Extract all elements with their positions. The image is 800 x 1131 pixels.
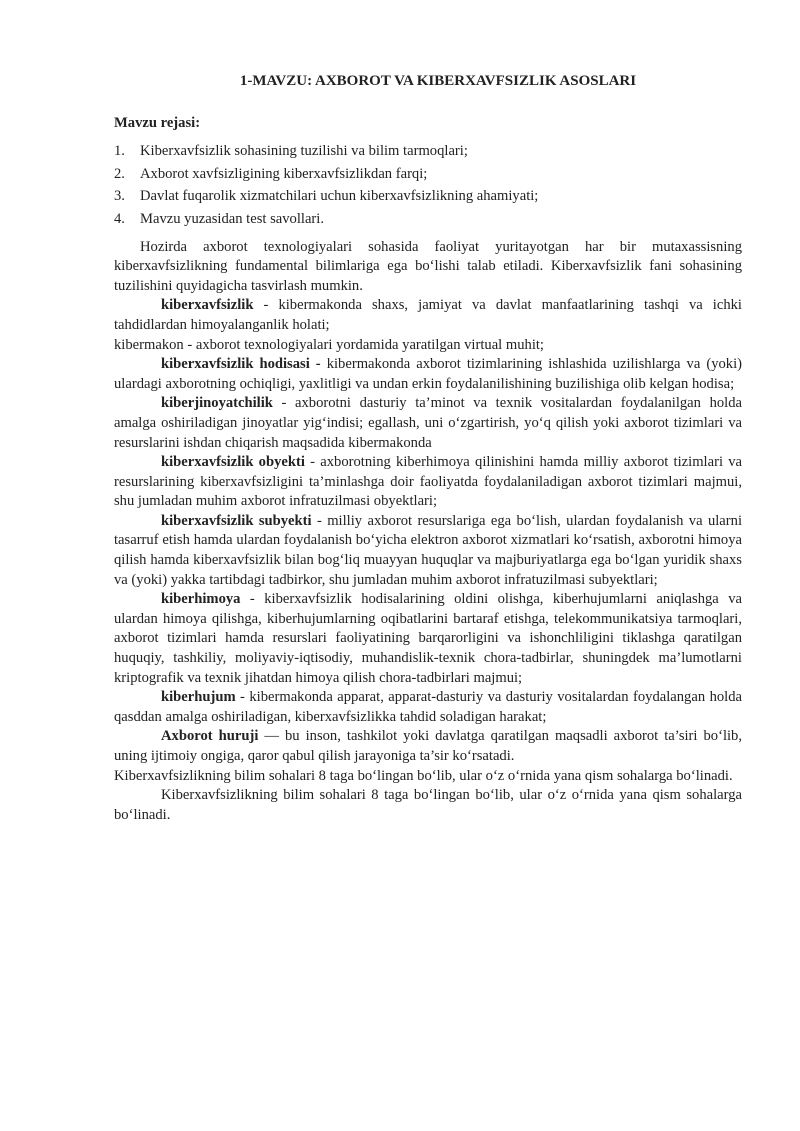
definition-kiberjinoyatchilik	[114, 394, 742, 453]
plan-item-number: 3.	[114, 188, 125, 205]
definition-term: kiberxavfsizlik subyekti	[161, 512, 312, 529]
plan-item	[114, 187, 742, 207]
definition-term: Axborot huruji	[161, 728, 259, 745]
definition-text: - axborotning kiberhimoya qilinishini hamda milliy axborot tizimlari va resurslarining kiberxavfsizligini ta’minlashga doir faoliyatda foydalaniladigan axborot tizimlari majmui, shu jumladan muhim axborot infratuzilmasi obyektlari;	[114, 454, 743, 510]
definition-text: - axborotni dasturiy ta’minot va texnik vositalardan foydalanilgan holda amalga oshiriladigan jinoyatlar yig‘indisi; egallash, uni o‘zgartirish, yo‘q qilish yoki axborot tizimlari va resurslarini ishdan chiqarish maqsadida kibermakonda	[114, 395, 742, 451]
plan-item	[114, 165, 742, 185]
definition-subyekt	[114, 512, 742, 590]
definition-obyekt	[114, 453, 742, 512]
plan-item-number: 1.	[114, 143, 125, 160]
intro-paragraph: Hozirda axborot texnologiyalari sohasida faoliyat yuritayotgan har bir mutaxassisning kiberxavfsizlikning fundamental bilimlariga ega bo‘lishi talab etiladi. Kiberxavfsizlik fani sohasining tuzilishini quyidagicha tasvirlash mumkin.	[114, 238, 742, 294]
definition-term: kiberxavfsizlik hodisasi -	[161, 356, 321, 373]
definition-text: - milliy axborot resurslariga ega bo‘lish, ulardan foydalanish va ularni tasarruf etish hamda ulardan foydalanish bo‘yicha elektron axborot xizmatlari ko‘rsatish, axborotni himoya qilish hamda kiberxavfsizlik bilan bog‘liq muayyan huquqlar va majburiyatlarga ega bo‘lgan yuridik shaxs va (yoki) yakka tartibdagi tadbirkor, shu jumladan muhim axborot infratuzilmasi subyektlari;	[114, 512, 742, 588]
plan-list	[114, 142, 742, 229]
definition-axborot-huruji	[114, 727, 742, 766]
definition-term: kiberhujum	[161, 689, 236, 706]
definition-kiberhimoya	[114, 590, 742, 688]
definition-term: kiberhimoya	[161, 591, 241, 608]
plan-item-text: Davlat fuqarolik xizmatchilari uchun kiberxavfsizlikning ahamiyati;	[140, 188, 539, 205]
document-page	[114, 72, 742, 825]
definition-text: kibermakonda axborot tizimlarining ishlashida uzilishlarga va (yoki) ulardagi axborotning ochiqligi, yaxlitligi va undan erkin foydalanilishining buzilishiga olib kelgan hodisa;	[114, 356, 742, 392]
plan-item	[114, 210, 742, 230]
page-title: 1-MAVZU: AXBOROT VA KIBERXAVFSIZLIK ASOSLARI	[239, 73, 637, 89]
definition-kibermakon	[114, 336, 742, 356]
plan-item	[114, 142, 742, 162]
plan-heading: Mavzu rejasi:	[114, 114, 201, 131]
plan-item-text: Kiberxavfsizlik sohasining tuzilishi va bilim tarmoqlari;	[140, 143, 468, 160]
definition-text: — bu inson, tashkilot yoki davlatga qaratilgan maqsadli axborot ta’siri bo‘lib, uning ijtimoiy ongiga, qaror qabul qilish jarayoniga ta’sir ko‘rsatadi.	[114, 728, 742, 764]
closing-paragraph-flush: Kiberxavfsizlikning bilim sohalari 8 taga bo‘lingan bo‘lib, ular o‘z o‘rnida yana qism sohalarga bo‘linadi.	[114, 767, 733, 784]
definition-kiberxavfsizlik	[114, 296, 742, 335]
plan-item-number: 2.	[114, 165, 125, 182]
closing-paragraph-indented: Kiberxavfsizlikning bilim sohalari 8 taga bo‘lingan bo‘lib, ular o‘z o‘rnida yana qism sohalarga bo‘linadi.	[114, 787, 742, 823]
plan-item-number: 4.	[114, 210, 125, 227]
plan-item-text: Axborot xavfsizligining kiberxavfsizlikdan farqi;	[140, 165, 428, 182]
definition-kiberhujum	[114, 688, 742, 727]
definition-term: kiberxavfsizlik	[161, 297, 254, 314]
definition-text: kibermakon - axborot texnologiyalari yordamida yaratilgan virtual muhit;	[114, 336, 544, 353]
definition-hodisa	[114, 355, 742, 394]
definition-text: - kibermakonda shaxs, jamiyat va davlat manfaatlarining tashqi va ichki tahdidlardan himoyalanganlik holati;	[114, 297, 742, 333]
definition-text: - kibermakonda apparat, apparat-dasturiy va dasturiy vositalardan foydalangan holda qasddan amalga oshiriladigan, kiberxavfsizlikka tahdid soladigan harakat;	[114, 689, 742, 725]
definition-text: - kiberxavfsizlik hodisalarining oldini olishga, kiberhujumlarni aniqlashga va ulardan himoya qilishga, kiberhujumlarning oqibatlarini bartaraf etishga, telekommunikatsiya tarmoqlari, axborot tizimlari hamda resurslari faoliyatining barqarorligini va ishonchliligini tiklashga qaratilgan huquqiy, tashkiliy, moliyaviy-iqtisodiy, muhandislik-texnik chora-tadbirlar, shuningdek ma’lumotlarni kriptografik va texnik jihatdan himoya qilish chora-tadbirlari majmui;	[114, 591, 742, 686]
definition-term: kiberjinoyatchilik	[161, 395, 273, 412]
definition-term: kiberxavfsizlik obyekti	[161, 454, 305, 471]
plan-item-text: Mavzu yuzasidan test savollari.	[140, 210, 324, 227]
